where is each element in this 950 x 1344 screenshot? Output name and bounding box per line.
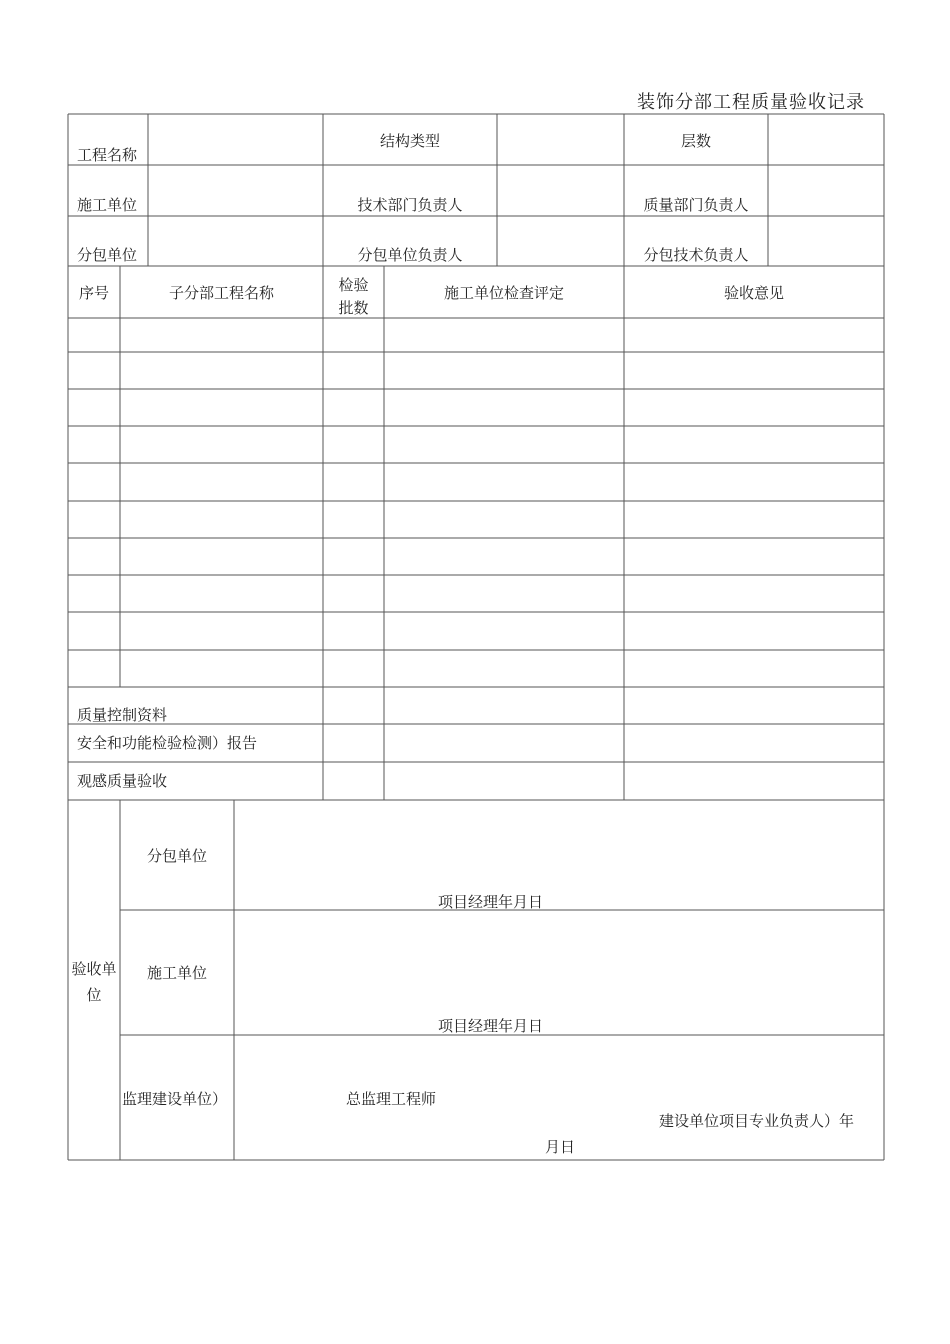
safety-report-label: 安全和功能检验检测）报告 [77, 734, 258, 752]
project-name-label: 工程名称 [77, 146, 138, 164]
construction-sign-line: 项目经理年月日 [438, 1017, 544, 1035]
appearance-label: 观感质量验收 [77, 772, 168, 790]
construction-acceptance-label: 施工单位 [146, 964, 207, 982]
col-eval-header: 施工单位检查评定 [443, 284, 564, 302]
col-batches-header-line2: 批数 [338, 299, 369, 317]
acceptance-group-label-line2: 位 [86, 986, 102, 1004]
subcontract-acceptance-label: 分包单位 [146, 847, 207, 865]
construction-unit-label: 施工单位 [77, 196, 138, 214]
col-batches-header-line1: 检验 [338, 276, 369, 294]
page-title: 装饰分部工程质量验收记录 [637, 92, 865, 113]
supervision-acceptance-label: 监理建设单位） [122, 1090, 228, 1108]
floors-label: 层数 [680, 132, 711, 150]
structure-type-label: 结构类型 [379, 132, 440, 150]
subcontract-unit-head-label: 分包单位负责人 [357, 246, 463, 264]
subcontract-unit-label: 分包单位 [77, 246, 138, 264]
subcontract-sign-line: 项目经理年月日 [438, 893, 544, 911]
tech-dept-head-label: 技术部门负责人 [357, 196, 463, 214]
quality-dept-head-label: 质量部门负责人 [643, 196, 749, 214]
quality-docs-label: 质量控制资料 [77, 706, 168, 724]
col-name-header: 子分部工程名称 [168, 284, 274, 302]
col-seq-header: 序号 [78, 284, 109, 302]
date-suffix-label: 月日 [545, 1138, 576, 1156]
subcontract-tech-head-label: 分包技术负责人 [643, 246, 749, 264]
acceptance-group-label-line1: 验收单 [71, 960, 117, 978]
col-opinion-header: 验收意见 [723, 284, 784, 302]
chief-engineer-label: 总监理工程师 [346, 1090, 437, 1108]
owner-rep-label: 建设单位项目专业负责人）年 [659, 1112, 855, 1130]
